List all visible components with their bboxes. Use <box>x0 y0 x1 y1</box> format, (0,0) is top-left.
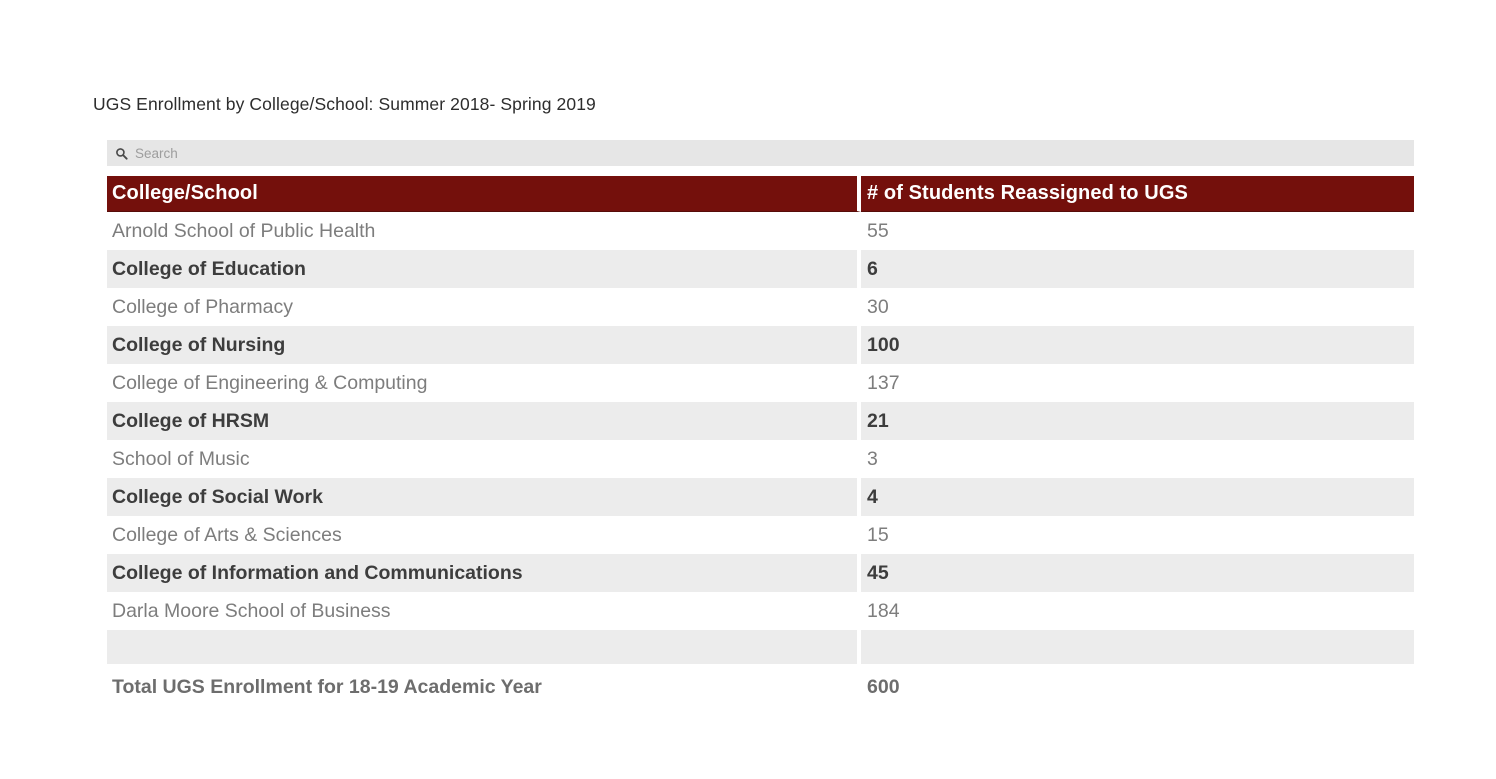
table-row <box>107 478 1414 516</box>
total-label-cell[interactable]: Total UGS Enrollment for 18-19 Academic Year <box>107 664 861 710</box>
college-cell[interactable]: College of Pharmacy <box>107 288 861 326</box>
col-header-count[interactable]: # of Students Reassigned to UGS <box>861 176 1414 212</box>
count-cell[interactable]: 15 <box>861 516 1414 554</box>
college-cell[interactable]: College of Information and Communications <box>107 554 861 592</box>
college-cell[interactable]: College of Nursing <box>107 326 861 364</box>
table-row <box>107 212 1414 250</box>
table-row <box>107 554 1414 592</box>
count-cell[interactable]: 45 <box>861 554 1414 592</box>
table-row <box>107 250 1414 288</box>
empty-row <box>107 630 1414 664</box>
total-value-cell[interactable]: 600 <box>861 664 1414 710</box>
count-cell[interactable]: 100 <box>861 326 1414 364</box>
count-cell[interactable]: 3 <box>861 440 1414 478</box>
count-cell[interactable]: 137 <box>861 364 1414 402</box>
search-icon <box>115 147 128 160</box>
college-cell[interactable]: College of Arts & Sciences <box>107 516 861 554</box>
page-title: UGS Enrollment by College/School: Summer 2018- Spring 2019 <box>93 94 596 114</box>
college-cell[interactable]: Arnold School of Public Health <box>107 212 861 250</box>
count-cell[interactable]: 55 <box>861 212 1414 250</box>
college-cell[interactable]: College of Social Work <box>107 478 861 516</box>
count-cell[interactable]: 30 <box>861 288 1414 326</box>
count-cell[interactable]: 21 <box>861 402 1414 440</box>
search-bar[interactable] <box>107 140 1414 166</box>
table-row <box>107 402 1414 440</box>
table-row <box>107 326 1414 364</box>
table-row <box>107 440 1414 478</box>
count-cell[interactable]: 6 <box>861 250 1414 288</box>
college-cell[interactable]: College of Engineering & Computing <box>107 364 861 402</box>
table-row <box>107 516 1414 554</box>
header-row <box>107 176 1414 212</box>
search-input[interactable] <box>135 146 1385 161</box>
table-row <box>107 592 1414 630</box>
total-row <box>107 664 1414 710</box>
enrollment-table <box>107 176 1414 710</box>
college-cell[interactable]: College of Education <box>107 250 861 288</box>
college-cell[interactable]: College of HRSM <box>107 402 861 440</box>
count-cell[interactable]: 184 <box>861 592 1414 630</box>
table-row <box>107 288 1414 326</box>
college-cell <box>107 630 861 664</box>
count-cell <box>861 630 1414 664</box>
col-header-college[interactable]: College/School <box>107 176 861 212</box>
table-row <box>107 364 1414 402</box>
college-cell[interactable]: Darla Moore School of Business <box>107 592 861 630</box>
college-cell[interactable]: School of Music <box>107 440 861 478</box>
count-cell[interactable]: 4 <box>861 478 1414 516</box>
